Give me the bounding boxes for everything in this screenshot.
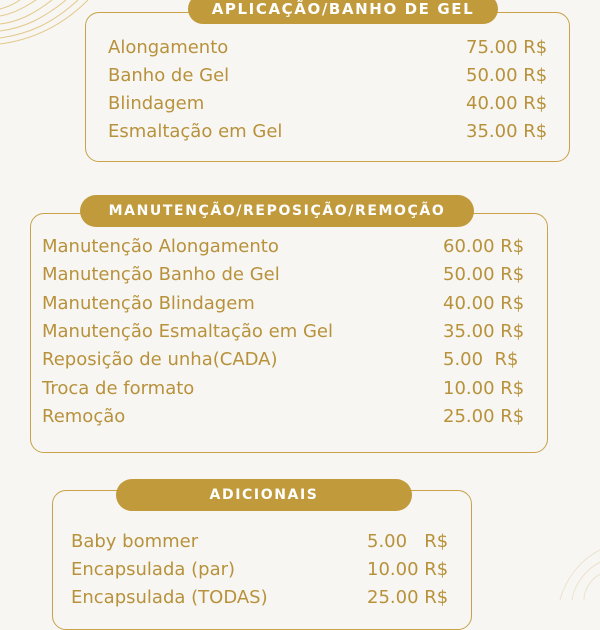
price-item-value: 5.00 R$ — [367, 531, 449, 552]
price-item-name: Reposição de unha(CADA) — [42, 349, 278, 371]
price-item-name: Remoção — [42, 405, 126, 427]
price-item-name: Manutenção Esmaltação em Gel — [42, 320, 333, 342]
price-item-value: 35.00 R$ — [443, 320, 525, 342]
price-item-name: Blindagem — [108, 93, 205, 114]
price-item-value: 10.00 R$ — [443, 377, 525, 399]
decorative-swirl-bottom — [510, 530, 600, 600]
price-item-name: Manutenção Blindagem — [42, 292, 255, 314]
price-item-name: Encapsulada (TODAS) — [71, 587, 268, 608]
price-item-name: Alongamento — [108, 37, 229, 58]
price-item-name: Banho de Gel — [108, 65, 230, 86]
price-item-name: Troca de formato — [42, 377, 195, 399]
price-item-value: 40.00 R$ — [443, 292, 525, 314]
price-item-value: 40.00 R$ — [466, 93, 548, 114]
section-adicionais-title: ADICIONAIS — [116, 479, 412, 511]
section-aplicacao-title: APLICAÇÃO/BANHO DE GEL — [188, 0, 498, 24]
price-item-value: 35.00 R$ — [466, 121, 548, 142]
price-item-value: 10.00 R$ — [367, 559, 449, 580]
price-item-name: Encapsulada (par) — [71, 559, 236, 580]
price-item-value: 50.00 R$ — [466, 65, 548, 86]
price-item-name: Manutenção Banho de Gel — [42, 264, 280, 286]
price-item-value: 75.00 R$ — [466, 37, 548, 58]
section-manutencao-title: MANUTENÇÃO/REPOSIÇÃO/REMOÇÃO — [80, 195, 474, 227]
price-item-value: 25.00 R$ — [367, 587, 449, 608]
price-item-name: Baby bommer — [71, 531, 199, 552]
price-item-value: 50.00 R$ — [443, 264, 525, 286]
price-item-value: 60.00 R$ — [443, 236, 525, 257]
price-item-name: Manutenção Alongamento — [42, 236, 279, 257]
price-item-value: 25.00 R$ — [443, 405, 525, 427]
price-item-name: Esmaltação em Gel — [108, 121, 283, 142]
price-item-value: 5.00 R$ — [443, 349, 519, 371]
